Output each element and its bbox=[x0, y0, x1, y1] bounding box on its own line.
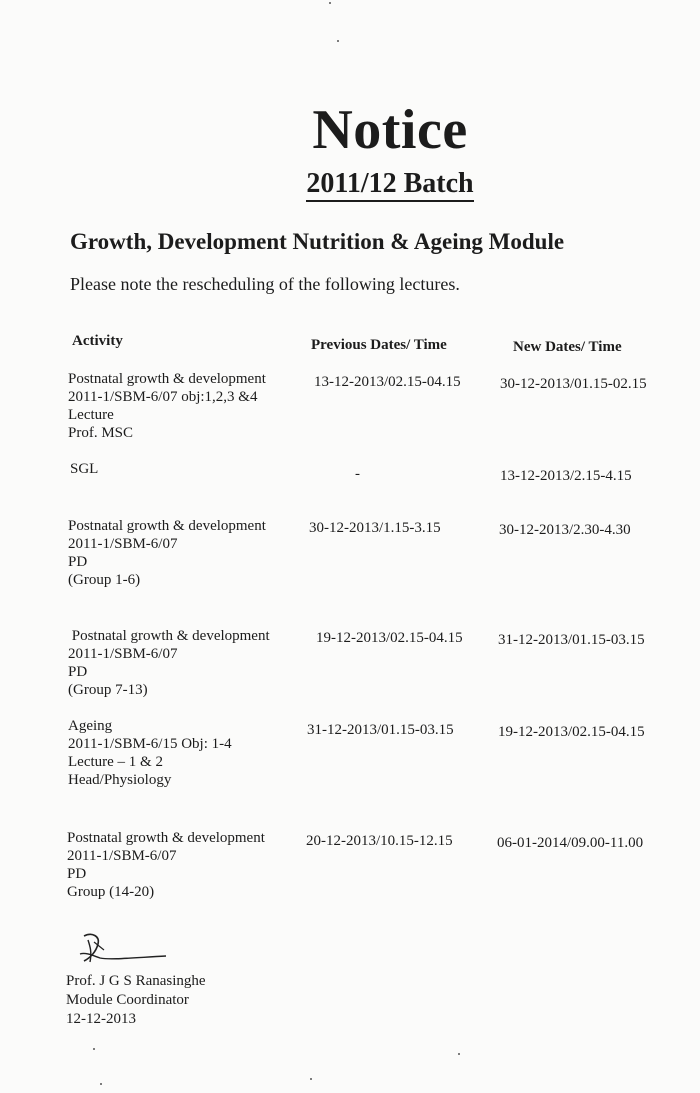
row-6-new: 06-01-2014/09.00-11.00 bbox=[497, 835, 644, 851]
row-4-new: 31-12-2013/01.15-03.15 bbox=[498, 632, 645, 648]
row-2-new: 13-12-2013/2.15-4.15 bbox=[500, 468, 632, 484]
module-title: Growth, Development Nutrition & Ageing Module bbox=[70, 229, 565, 254]
intro-text: Please note the rescheduling of the following lectures. bbox=[70, 274, 460, 294]
activity-line: 2011-1/SBM-6/07 bbox=[68, 646, 178, 662]
activity-line: (Group 1-6) bbox=[68, 572, 141, 588]
signatory-block bbox=[66, 972, 206, 1029]
activity-line: 2011-1/SBM-6/07 bbox=[68, 536, 178, 552]
row-5-new: 19-12-2013/02.15-04.15 bbox=[498, 724, 645, 740]
row-6-previous: 20-12-2013/10.15-12.15 bbox=[306, 833, 453, 849]
activity-line: Postnatal growth & development bbox=[68, 628, 270, 644]
activity-line: Postnatal growth & development bbox=[68, 371, 266, 387]
scan-speck bbox=[100, 1083, 102, 1085]
activity-line: Postnatal growth & development bbox=[67, 830, 265, 846]
activity-line: Head/Physiology bbox=[68, 772, 172, 788]
row-3-previous: 30-12-2013/1.15-3.15 bbox=[309, 520, 441, 536]
notice-title: Notice bbox=[312, 99, 468, 161]
scan-speck bbox=[93, 1048, 95, 1050]
activity-line: PD bbox=[68, 664, 88, 680]
activity-line: (Group 7-13) bbox=[68, 682, 148, 698]
activity-line: PD bbox=[68, 554, 88, 570]
batch-title bbox=[0, 166, 700, 202]
activity-line: 2011-1/SBM-6/15 Obj: 1-4 bbox=[68, 736, 232, 752]
activity-line: Lecture – 1 & 2 bbox=[68, 754, 163, 770]
activity-line: PD bbox=[67, 866, 87, 882]
batch-title-text: 2011/12 Batch bbox=[306, 168, 473, 202]
row-1-previous: 13-12-2013/02.15-04.15 bbox=[314, 374, 461, 390]
activity-line: Prof. MSC bbox=[68, 425, 134, 441]
header-previous-dates: Previous Dates/ Time bbox=[311, 337, 447, 353]
signatory-role: Module Coordinator bbox=[66, 992, 189, 1008]
header-activity: Activity bbox=[72, 333, 123, 349]
row-1-new: 30-12-2013/01.15-02.15 bbox=[500, 376, 647, 392]
row-4-previous: 19-12-2013/02.15-04.15 bbox=[316, 630, 463, 646]
activity-line: Ageing bbox=[68, 718, 113, 734]
row-3-activity bbox=[68, 517, 266, 589]
activity-line: Lecture bbox=[68, 407, 114, 423]
row-6-activity bbox=[67, 829, 265, 901]
signature-date: 12-12-2013 bbox=[66, 1011, 136, 1027]
scan-speck bbox=[337, 40, 339, 42]
row-1-activity bbox=[68, 370, 266, 442]
signature-icon bbox=[70, 928, 180, 968]
activity-line: SGL bbox=[70, 461, 99, 477]
row-5-activity bbox=[68, 717, 232, 789]
row-5-previous: 31-12-2013/01.15-03.15 bbox=[307, 722, 454, 738]
activity-line: Group (14-20) bbox=[67, 884, 155, 900]
activity-line: 2011-1/SBM-6/07 bbox=[67, 848, 177, 864]
scan-speck bbox=[310, 1078, 312, 1080]
scan-speck bbox=[329, 2, 331, 4]
scan-speck bbox=[458, 1053, 460, 1055]
row-2-activity bbox=[70, 460, 98, 478]
header-new-dates: New Dates/ Time bbox=[513, 339, 622, 355]
signatory-name: Prof. J G S Ranasinghe bbox=[66, 973, 206, 989]
row-3-new: 30-12-2013/2.30-4.30 bbox=[499, 522, 631, 538]
activity-line: Postnatal growth & development bbox=[68, 518, 266, 534]
activity-line: 2011-1/SBM-6/07 obj:1,2,3 &4 bbox=[68, 389, 258, 405]
row-2-previous: - bbox=[355, 466, 360, 482]
row-4-activity bbox=[68, 627, 270, 699]
